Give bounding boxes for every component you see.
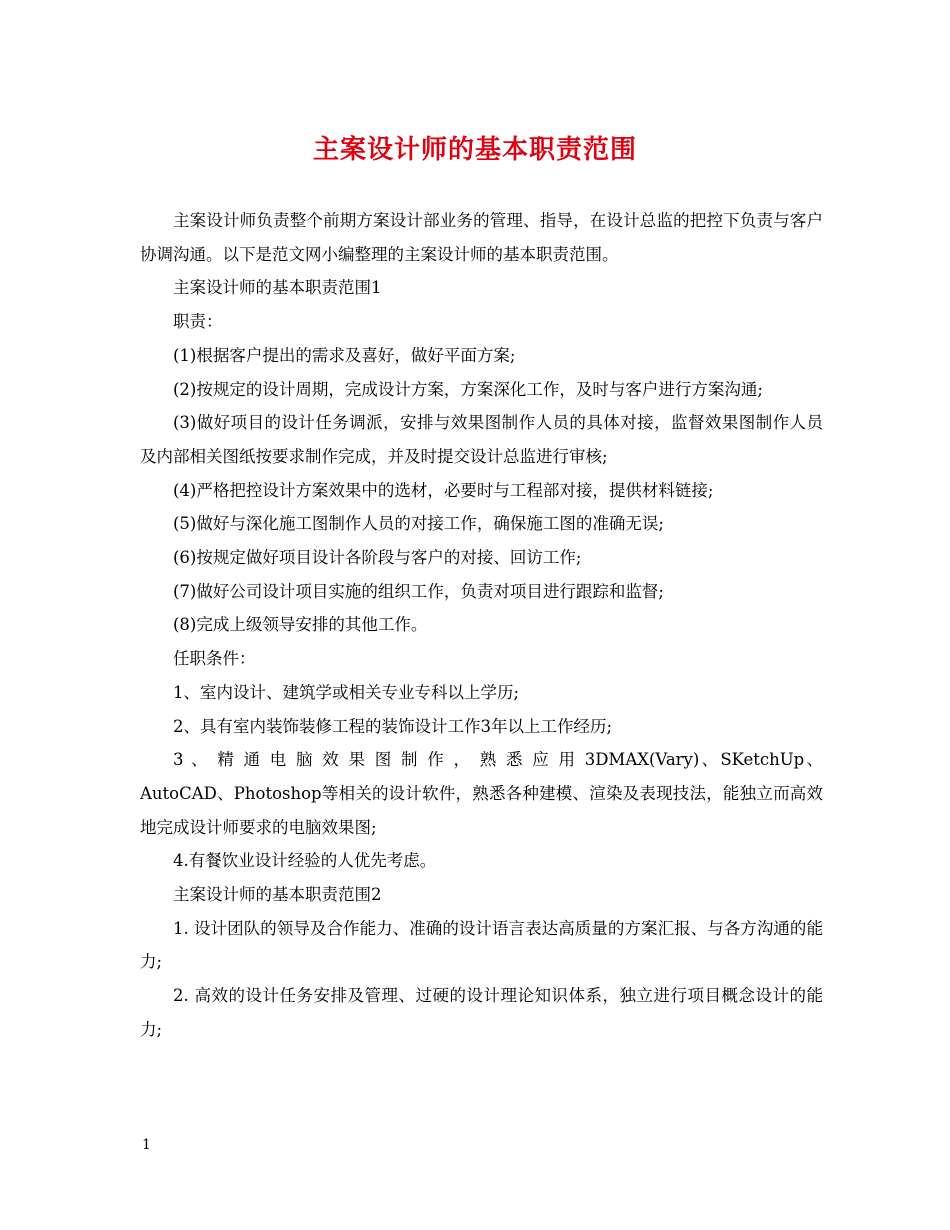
page-number: 1: [142, 1137, 151, 1153]
section-heading-1: 主案设计师的基本职责范围1: [173, 278, 382, 298]
requirement-item: 1、室内设计、建筑学或相关专业专科以上学历;: [173, 682, 520, 702]
requirements-label: 任职条件：: [173, 649, 256, 669]
duty-item: (8)完成上级领导安排的其他工作。: [173, 615, 428, 635]
ability-item: 2. 高效的设计任务安排及管理、过硬的设计理论知识体系，独立进行项目概念设计的能力;: [140, 986, 823, 1039]
intro-paragraph: 主案设计师负责整个前期方案设计部业务的管理、指导，在设计总监的把控下负责与客户协调沟通。以下是范文网小编整理的主案设计师的基本职责范围。: [140, 211, 823, 264]
section-heading-2: 主案设计师的基本职责范围2: [173, 885, 382, 905]
document-body: [140, 204, 823, 1047]
duty-item: (5)做好与深化施工图制作人员的对接工作，确保施工图的准确无误;: [173, 514, 664, 534]
duty-item: (2)按规定的设计周期，完成设计方案，方案深化工作，及时与客户进行方案沟通;: [173, 379, 763, 399]
duty-item: (7)做好公司设计项目实施的组织工作，负责对项目进行跟踪和监督;: [173, 581, 664, 601]
requirement-item: 4.有餐饮业设计经验的人优先考虑。: [173, 851, 437, 871]
ability-item: 1. 设计团队的领导及合作能力、准确的设计语言表达高质量的方案汇报、与各方沟通的能力;: [140, 918, 823, 972]
requirement-item: 3 、 精 通 电 脑 效 果 图 制 作 ， 熟 悉 应 用 3DMAX(Vary)、SKetchUp、AutoCAD、Photoshop等相关的设计软件，熟悉各种建模、渲染及表现技法，能独立而高效地完成设计师要求的电脑效果图;: [140, 750, 823, 837]
duty-item: (6)按规定做好项目设计各阶段与客户的对接、回访工作;: [173, 548, 582, 568]
duty-item: (4)严格把控设计方案效果中的选材，必要时与工程部对接，提供材料链接;: [173, 480, 714, 500]
duty-item: (3)做好项目的设计任务调派，安排与效果图制作人员的具体对接，监督效果图制作人员及内部相关图纸按要求制作完成，并及时提交设计总监进行审核;: [140, 413, 823, 466]
duties-label: 职责：: [173, 312, 223, 332]
requirement-item: 2、具有室内装饰装修工程的装饰设计工作3年以上工作经历;: [173, 716, 613, 736]
document-title: 主案设计师的基本职责范围: [312, 135, 637, 165]
duty-item: (1)根据客户提出的需求及喜好，做好平面方案;: [173, 345, 516, 365]
